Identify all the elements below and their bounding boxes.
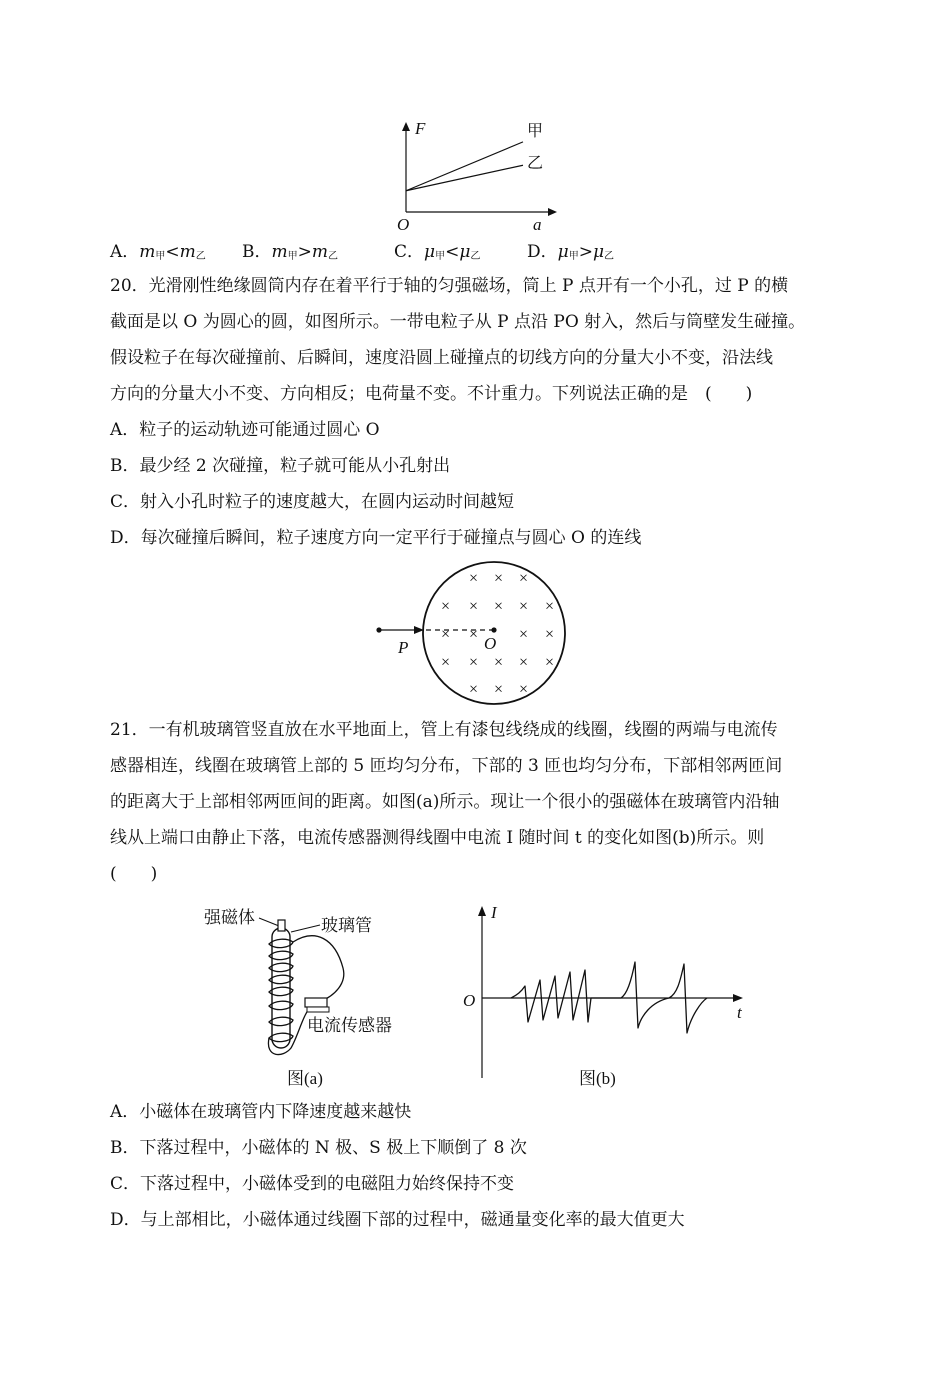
q20-circle-figure <box>370 560 580 710</box>
field-cross: × <box>494 681 504 698</box>
line-jia-label: 甲 <box>527 123 544 140</box>
field-cross: × <box>545 626 555 643</box>
field-cross: × <box>469 681 479 698</box>
axis-a-label: a <box>533 215 542 230</box>
q20-option-d[interactable]: D．每次碰撞后瞬间，粒子速度方向一定平行于碰撞点与圆心 O 的连线 <box>110 528 642 548</box>
figure-b-caption: 图(b) <box>579 1069 616 1088</box>
q19-option-a[interactable]: A．$m_甲<m_乙$ <box>110 242 206 262</box>
field-cross: × <box>441 626 451 643</box>
q19-option-d[interactable]: D．$\mu_甲>\mu_乙$ <box>527 242 615 262</box>
field-cross: × <box>469 654 479 671</box>
strong-magnet <box>278 920 285 931</box>
axis-i-label: I <box>491 903 497 922</box>
point-p-label: P <box>398 638 409 657</box>
q20-stem-line1: 20．光滑刚性绝缘圆筒内存在着平行于轴的匀强磁场，筒上 P 点开有一个小孔，过 P 的横 <box>110 276 789 296</box>
i-axis-arrow <box>478 906 486 916</box>
field-cross: × <box>494 570 504 587</box>
q21-option-c[interactable]: C．下落过程中，小磁体受到的电磁阻力始终保持不变 <box>110 1174 515 1194</box>
q20-stem-line3: 假设粒子在每次碰撞前、后瞬间，速度沿圆上碰撞点的切线方向的分量大小不变，沿法线 <box>110 348 773 368</box>
lead-wire-top <box>293 936 344 1002</box>
q21-stem-line4: 线从上端口由静止下落，电流传感器测得线圈中电流 I 随时间 t 的变化如图(b)所示。则 <box>110 828 765 848</box>
tube-leader-line <box>291 925 320 932</box>
field-cross: × <box>441 598 451 615</box>
q21-option-a[interactable]: A．小磁体在玻璃管内下降速度越来越快 <box>110 1102 412 1122</box>
q20-stem-line4: 方向的分量大小不变、方向相反；电荷量不变。不计重力。下列说法正确的是 ( ) <box>110 384 753 404</box>
magnet-label: 强磁体 <box>204 908 255 927</box>
axis-t-label: t <box>737 1003 742 1022</box>
x-axis-arrow <box>548 208 557 216</box>
q21-stem-line3: 的距离大于上部相邻两匝间的距离。如图(a)所示。现让一个很小的强磁体在玻璃管内沿轴 <box>110 792 780 812</box>
line-yi-label: 乙 <box>527 155 544 172</box>
field-cross: × <box>545 654 555 671</box>
q21-stem-line1: 21．一有机玻璃管竖直放在水平地面上，管上有漆包线绕成的线圈，线圈的两端与电流传 <box>110 720 778 740</box>
q21-stem-line2: 感器相连，线圈在玻璃管上部的 5 匝均匀分布，下部的 3 匝也均匀分布，下部相邻两匝间 <box>110 756 783 776</box>
field-cross: × <box>519 681 529 698</box>
field-cross: × <box>469 598 479 615</box>
line-jia <box>406 142 523 191</box>
field-cross: × <box>519 654 529 671</box>
current-sensor-box <box>305 998 327 1007</box>
q21-option-b[interactable]: B．下落过程中，小磁体的 N 极、S 极上下顺倒了 8 次 <box>110 1138 527 1158</box>
q19-fa-graph <box>385 112 565 230</box>
center-dot <box>491 627 496 632</box>
field-cross: × <box>519 598 529 615</box>
axis-f-label: F <box>415 119 426 138</box>
sensor-label: 电流传感器 <box>307 1016 392 1035</box>
field-cross: × <box>519 626 529 643</box>
current-sensor-base <box>307 1007 329 1012</box>
point-o-label: O <box>484 634 497 653</box>
magnetic-field-crosses <box>441 570 554 698</box>
figure-a-caption: 图(a) <box>287 1069 323 1088</box>
q19-option-b[interactable]: B．$m_甲>m_乙$ <box>242 242 338 262</box>
tube-label: 玻璃管 <box>321 916 372 935</box>
q20-stem-line2: 截面是以 O 为圆心的圆，如图所示。一带电粒子从 P 点沿 PO 射入，然后与筒壁发生碰撞。 <box>110 312 806 332</box>
q19-option-c[interactable]: C．$\mu_甲<\mu_乙$ <box>394 242 481 262</box>
field-cross: × <box>545 598 555 615</box>
origin-label: O <box>397 215 410 230</box>
t-axis-arrow <box>733 994 743 1002</box>
field-cross: × <box>469 626 479 643</box>
line-yi <box>406 165 523 191</box>
q20-option-c[interactable]: C．射入小孔时粒子的速度越大，在圆内运动时间越短 <box>110 492 515 512</box>
q21-figure-b <box>455 898 785 1093</box>
q21-option-d[interactable]: D．与上部相比，小磁体通过线圈下部的过程中，磁通量变化率的最大值更大 <box>110 1210 685 1230</box>
q20-option-b[interactable]: B．最少经 2 次碰撞，粒子就可能从小孔射出 <box>110 456 451 476</box>
field-cross: × <box>441 654 451 671</box>
field-cross: × <box>469 570 479 587</box>
field-cross: × <box>494 598 504 615</box>
y-axis-arrow <box>402 122 410 131</box>
q19-options <box>110 240 830 264</box>
q20-option-a[interactable]: A．粒子的运动轨迹可能通过圆心 O <box>110 420 380 440</box>
field-cross: × <box>494 654 504 671</box>
origin-label: O <box>463 991 476 1010</box>
magnet-leader-line <box>259 918 279 926</box>
field-cross: × <box>519 570 529 587</box>
q21-figure-a <box>195 898 425 1093</box>
q21-stem-line5: ( ) <box>110 864 158 884</box>
